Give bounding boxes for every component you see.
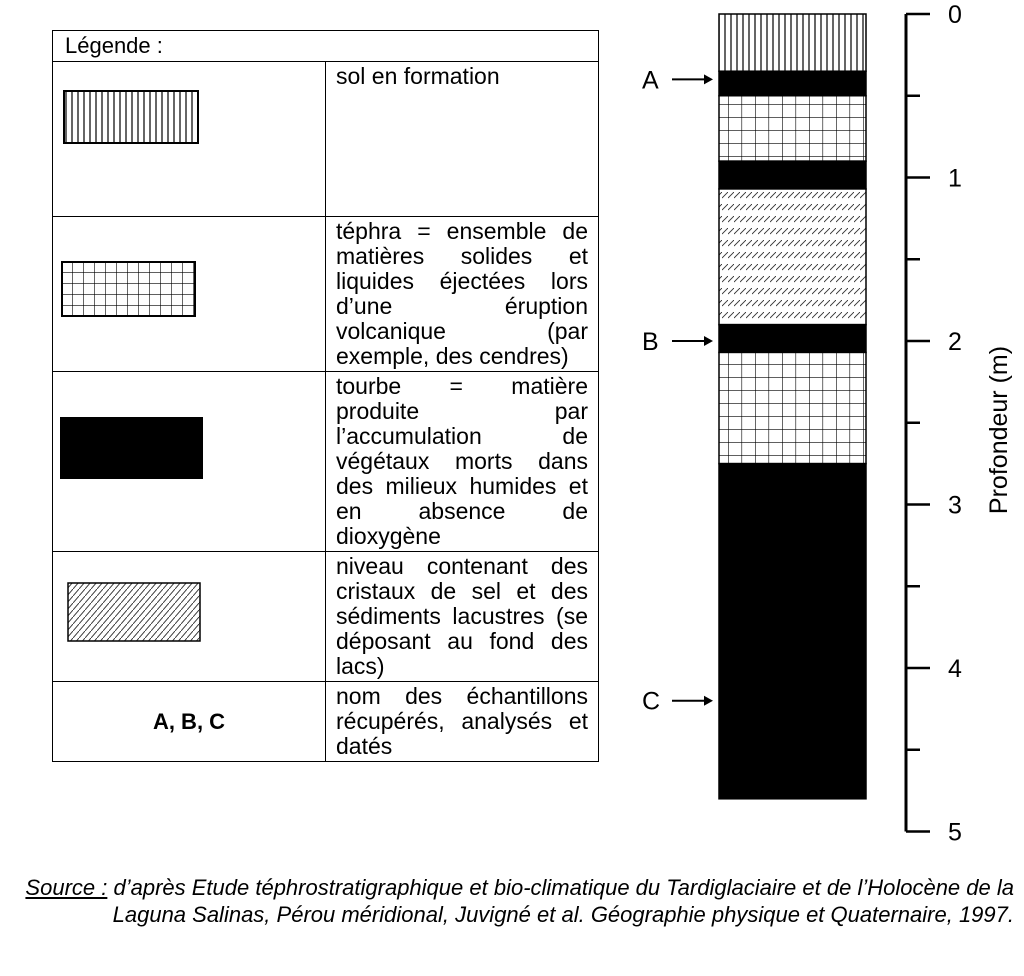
legend-title: Légende : bbox=[53, 31, 599, 62]
arrow-right-icon bbox=[672, 74, 713, 84]
legend-text-sol: sol en formation bbox=[326, 62, 599, 217]
grid-swatch bbox=[61, 261, 201, 321]
legend-table bbox=[52, 30, 599, 762]
source-label: Source : bbox=[25, 875, 108, 900]
solid-black-swatch bbox=[60, 417, 203, 479]
stratigraphic-column bbox=[620, 0, 1024, 870]
sample-label-B: B bbox=[642, 328, 659, 356]
axis-label: Profondeur (m) bbox=[985, 345, 1013, 515]
tick-label: 2 bbox=[948, 328, 962, 356]
legend-symbol-cell bbox=[53, 552, 326, 682]
legend-symbol-cell bbox=[53, 62, 326, 217]
tick-label: 1 bbox=[948, 164, 962, 193]
layer-grid bbox=[719, 96, 866, 161]
layer-solid-black bbox=[719, 464, 866, 799]
tick-label: 5 bbox=[948, 818, 962, 847]
source-note bbox=[14, 874, 1014, 928]
legend-sample-symbol: A, B, C bbox=[53, 682, 326, 762]
layer-grid bbox=[719, 352, 866, 463]
layer-diagonal-hatch bbox=[719, 189, 866, 325]
layer-solid-black bbox=[719, 161, 866, 189]
legend-text-samples: nom des échantillons récupérés, analysés et datés bbox=[326, 682, 599, 762]
tick-label: 3 bbox=[948, 491, 962, 520]
layer-group bbox=[719, 14, 866, 799]
legend-text-sel: niveau contenant des cristaux de sel et des sédiments lacustres (se déposant au fond des lacs) bbox=[326, 552, 599, 682]
tick-label: 0 bbox=[948, 1, 962, 29]
legend-symbol-cell bbox=[53, 372, 326, 552]
legend-text-tourbe: tourbe = matière produite par l’accumulation de végétaux morts dans des milieux humides et en absence de dioxygène bbox=[326, 372, 599, 552]
layer-solid-black bbox=[719, 71, 866, 96]
layer-solid-black bbox=[719, 325, 866, 353]
arrow-right-icon bbox=[672, 696, 713, 706]
tick-label: 4 bbox=[948, 655, 962, 683]
source-text: d’après Etude téphrostratigraphique et bio-climatique du Tardiglaciaire et de l’Holocène de la Laguna Salinas, Pérou méridional, Juvigné et al. Géographie physique et Quaternaire, 1997. bbox=[107, 875, 1014, 927]
sample-label-C: C bbox=[642, 687, 661, 716]
layer-vertical-lines bbox=[719, 14, 866, 71]
vertical-lines-swatch bbox=[63, 90, 203, 146]
legend-symbol-cell bbox=[53, 217, 326, 372]
legend-text-tephra: téphra = ensemble de matières solides et liquides éjectées lors d’une éruption volcanique (par exemple, des cendres) bbox=[326, 217, 599, 372]
arrow-right-icon bbox=[672, 336, 713, 346]
depth-axis bbox=[906, 1, 962, 847]
sample-label-A: A bbox=[642, 66, 659, 95]
diagonal-hatch-swatch bbox=[67, 582, 207, 646]
sample-markers bbox=[642, 66, 713, 715]
